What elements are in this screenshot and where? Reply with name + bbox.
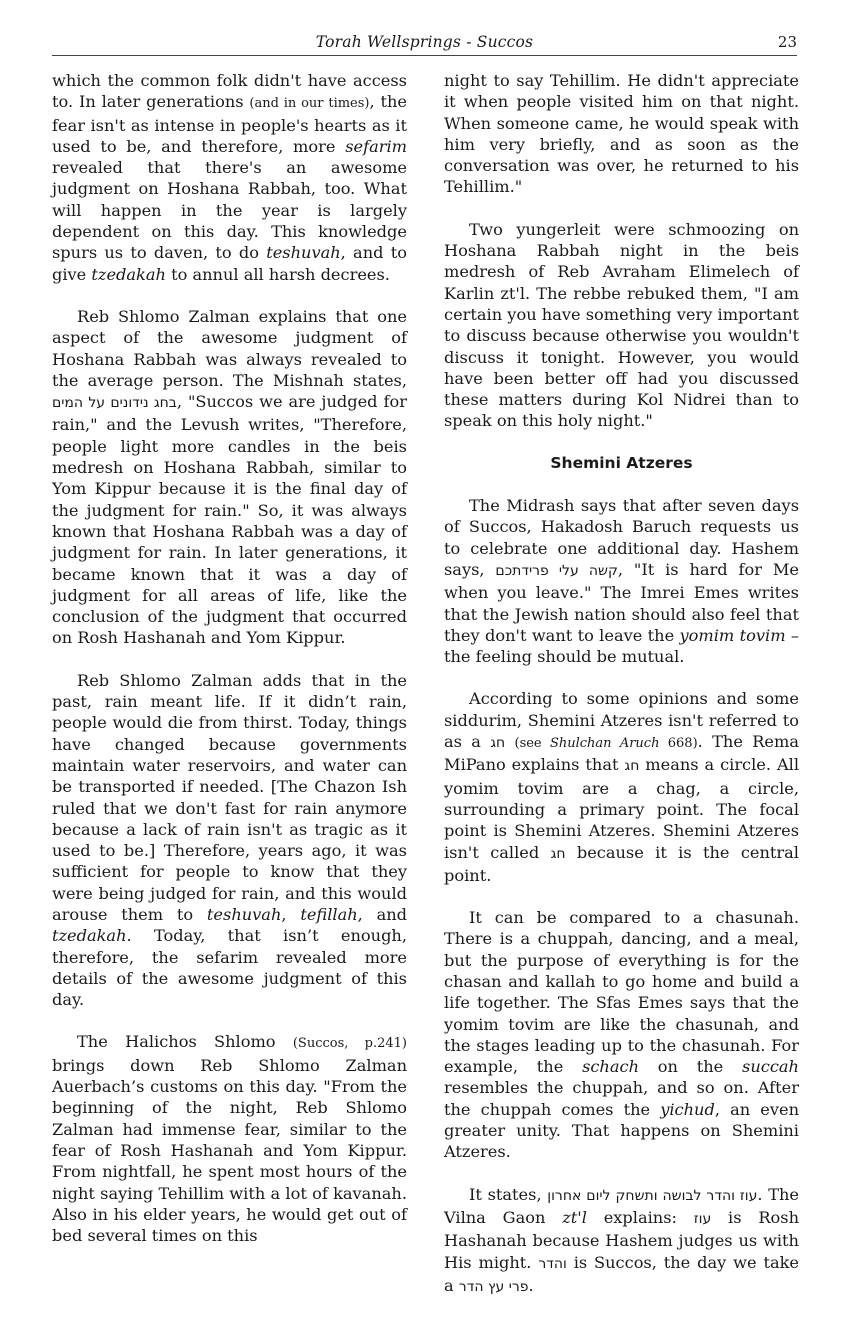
paragraph: Reb Shlomo Zalman adds that in the past, rain meant life. If it didn’t rain, people would die from thirst. Today, things have changed because governments maintain water reservoirs, and water can be transported if needed. [The Chazon Ish ruled that we don't fast for rain anymore because a lack of rain isn't as tragic as it used to be.] Therefore, years ago, it was sufficient for people to know that they were being judged for rain, and this would arouse them to teshuvah, tefillah, and tzedakah. Today, that isn’t enough, therefore, the sefarim revealed more details of the awesome judgment of this day.: [52, 670, 408, 1010]
paragraph: which the common folk didn't have access to. In later generations (and in our times), the fear isn't as intense in people's hearts as it used to be, and therefore, more sefarim revealed that there's an awesome judgment on Hoshana Rabbah, too. What will happen in the year is largely dependent on this day. This knowledge spurs us to daven, to do teshuvah, and to give tzedakah to annul all harsh decrees.: [52, 71, 407, 284]
left-column: [52, 70, 407, 1267]
page-number: 23: [777, 33, 797, 51]
right-column: [444, 70, 799, 1319]
paragraph: Two yungerleit were schmoozing on Hoshana Rabbah night in the beis medresh of Reb Avraham Elimelech of Karlin zt'l. The rebbe rebuked them, "I am certain you have something very important to discuss because otherwise you wouldn't discuss it tonight. However, you would have been better off had you discussed these matters during Kol Nidrei than to speak on this holy night.": [444, 219, 799, 431]
section-heading: Shemini Atzeres: [550, 453, 693, 472]
paragraph: The Halichos Shlomo (Succos, p.241) brings down Reb Shlomo Zalman Auerbach’s customs on this day. "From the beginning of the night, Reb Shlomo Zalman had immense fear, similar to the fear of Rosh Hashanah and Yom Kippur. From nightfall, he spent most hours of the night saying Tehillim with a lot of kavanah. Also in his elder years, he would get out of bed several times on this: [52, 1032, 407, 1246]
paragraph: Reb Shlomo Zalman explains that one aspect of the awesome judgment of Hoshana Rabbah was always revealed to the average person. The Mishnah states, בחג נידונים על המים, "Succos we are judged for rain," and the Levush writes, "Therefore, people light more candles in the beis medresh on Hoshana Rabbah, similar to Yom Kippur because it is the final day of the judgment for rain." So, it was always known that Hoshana Rabbah was a day of judgment for rain. In later generations, it became known that it was a day of judgment for all areas of life, like the conclusion of the judgment that occurred on Rosh Hashanah and Yom Kippur.: [52, 306, 407, 648]
paragraph: It can be compared to a chasunah. There is a chuppah, dancing, and a meal, but the purpose of everything is for the chasan and kallah to go home and build a life together. The Sfas Emes says that the yomim tovim are like the chasunah, and the stages leading up to the chasunah. For example, the schach on the succah resembles the chuppah, and so on. After the chuppah comes the yichud, an even greater unity. That happens on Shemini Atzeres.: [444, 908, 799, 1162]
paragraph: It states, עוז והדר לבושה ותשחק ליום אחרון. The Vilna Gaon zt'l explains: עוז is Rosh Hashanah because Hashem judges us with His might. והדר is Succos, the day we take a פרי עץ הדר.: [444, 1184, 800, 1295]
paragraph: According to some opinions and some siddurim, Shemini Atzeres isn't referred to as a חג (see Shulchan Aruch 668). The Rema MiPano explains that חג means a circle. All yomim tovim are a chag, a circle, surrounding a primary point. The focal point is Shemini Atzeres. Shemini Atzeres isn't called חג because it is the central point.: [444, 689, 799, 885]
paragraph: The Midrash says that after seven days of Succos, Hakadosh Baruch requests us to celebrate one additional day. Hashem says, קשה עלי פרידתכם, "It is hard for Me when you leave." The Imrei Emes writes that the Jewish nation should also feel that they don't want to leave the yomim tovim – the feeling should be mutual.: [444, 496, 799, 667]
running-header: [52, 33, 797, 56]
running-title: Torah Wellsprings - Succos: [315, 33, 534, 51]
paragraph: night to say Tehillim. He didn't appreciate it when people visited him on that night. When someone came, he would speak with him very briefly, and as soon as the conversation was over, he returned to his Tehillim.": [444, 71, 799, 197]
